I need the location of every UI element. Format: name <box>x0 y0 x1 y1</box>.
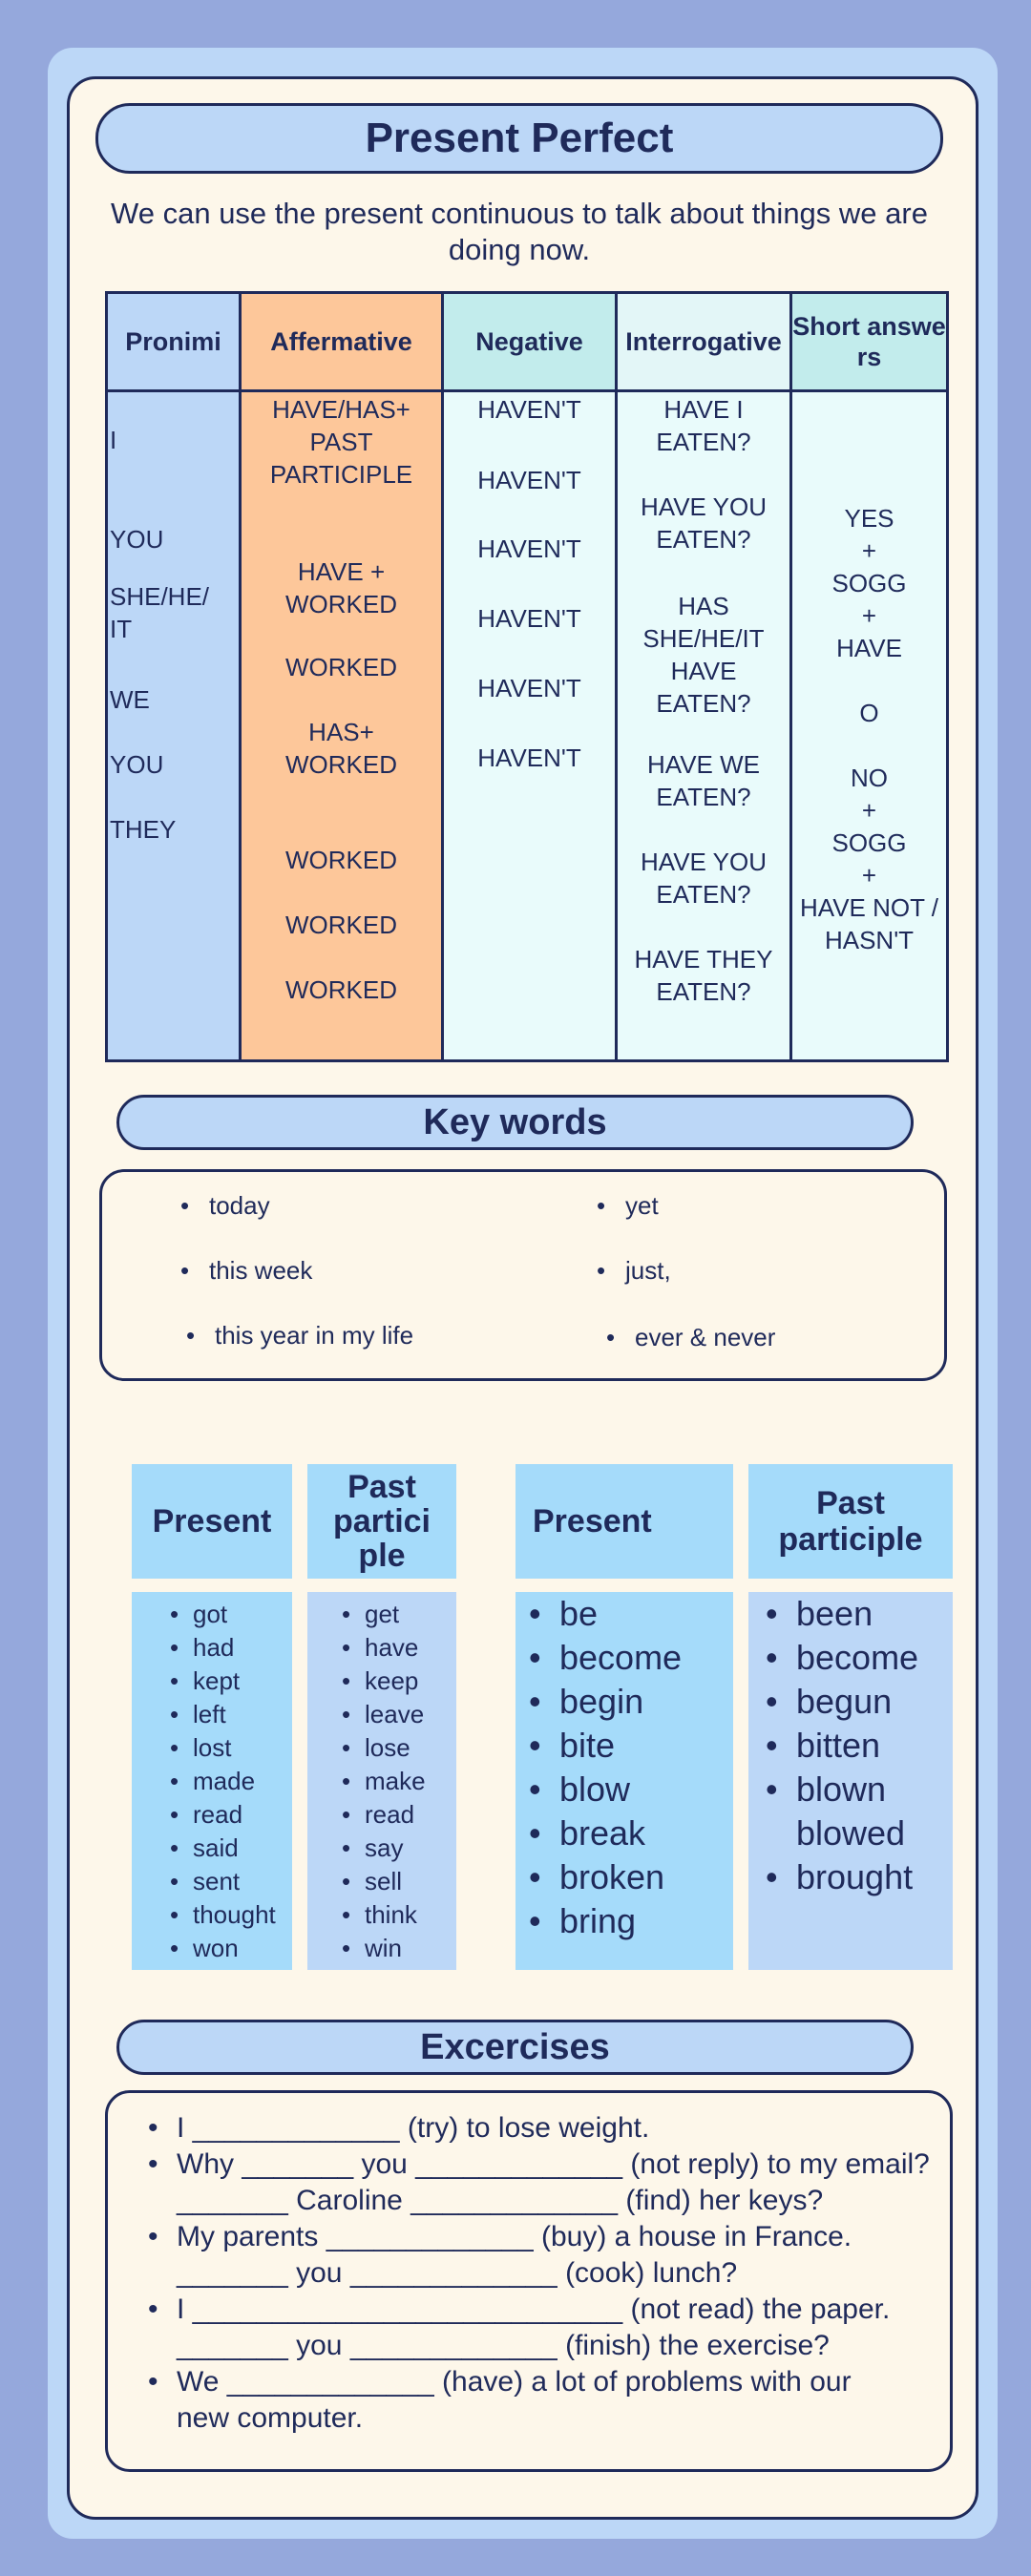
affirmative-cell: HAS+ WORKED <box>285 718 397 779</box>
short-answer-cell: YES <box>844 504 894 533</box>
short-answer-cell: HAVE NOT / <box>800 893 938 922</box>
verbs-large-past-list-box <box>748 1592 953 1970</box>
exercises-box <box>105 2090 953 2472</box>
verb-present-item: • broken <box>559 1855 682 1899</box>
verb-past-item: • make <box>365 1765 426 1798</box>
verb-past-item: • think <box>365 1898 426 1932</box>
pronoun-cell: SHE/HE/ IT <box>110 582 210 643</box>
verbs-large-past-list <box>796 1592 918 1899</box>
column-negative <box>444 294 618 1059</box>
key-words-box <box>99 1169 947 1381</box>
column-pronouns <box>108 294 242 1059</box>
verb-present-item: • read <box>193 1798 276 1832</box>
key-word-item: • this week <box>209 1256 312 1286</box>
column-affirmative <box>242 294 444 1059</box>
affirmative-cell: WORKED <box>285 911 397 939</box>
verbs-present-header: Present <box>132 1464 292 1579</box>
verbs-past-list <box>365 1598 426 1965</box>
verb-past-item: • keep <box>365 1665 426 1698</box>
pronoun-cell: I <box>110 426 117 454</box>
verbs-large-past-header: Past participle <box>748 1464 953 1579</box>
interrogative-cell: HAVE YOU EATEN? <box>641 848 767 909</box>
short-answer-cell: HASN'T <box>824 926 915 954</box>
verb-past-item: • brought <box>796 1855 918 1899</box>
verb-present-item: • said <box>193 1832 276 1865</box>
short-answer-cell: + <box>861 601 877 630</box>
verb-past-item: • leave <box>365 1698 426 1731</box>
interrogative-cell: HAS SHE/HE/IT HAVE EATEN? <box>642 592 765 718</box>
verbs-past-header: Past partici ple <box>307 1464 456 1579</box>
key-words-title: Key words <box>116 1095 914 1150</box>
interrogative-cell: HAVE I EATEN? <box>656 395 751 456</box>
verbs-present-list-box <box>132 1592 292 1970</box>
page-title: Present Perfect <box>95 103 943 174</box>
pronoun-cell: YOU <box>110 525 164 554</box>
verb-past-item: • begun <box>796 1680 918 1724</box>
verb-present-item: • sent <box>193 1865 276 1898</box>
exercise-line: • My parents _____________ (buy) a house in France. <box>177 2219 852 2255</box>
negative-cell: HAVEN'T <box>477 466 581 494</box>
verb-present-item: • lost <box>193 1731 276 1765</box>
verb-present-item: • break <box>559 1812 682 1855</box>
short-answer-cell: SOGG <box>831 828 907 857</box>
exercise-line: • Why _______ you _____________ (not reply) to my email? <box>177 2147 930 2183</box>
exercise-line: _______ Caroline _____________ (find) her keys? <box>177 2185 824 2216</box>
key-word-item: • today <box>209 1191 270 1221</box>
interrogative-cell: HAVE THEY EATEN? <box>634 945 773 1006</box>
verb-present-item: • bite <box>559 1724 682 1768</box>
exercise-line: • I ___________________________ (not read) the paper. <box>177 2292 890 2328</box>
verb-past-item: • blown blowed <box>796 1768 918 1855</box>
verb-present-item: • had <box>193 1631 276 1665</box>
verbs-present-list <box>193 1598 276 1965</box>
affirmative-cell: WORKED <box>285 653 397 681</box>
verb-present-item: • become <box>559 1636 682 1680</box>
short-answer-cell: + <box>861 536 877 565</box>
verb-past-item: • read <box>365 1798 426 1832</box>
column-short-answers <box>792 294 946 1059</box>
verbs-large-present-list <box>559 1592 682 1943</box>
verb-present-item: • blow <box>559 1768 682 1812</box>
short-answer-cell: + <box>861 796 877 825</box>
verbs-large-present-header: Present <box>516 1464 733 1579</box>
verb-past-item: • sell <box>365 1865 426 1898</box>
header-short-answers: Short answers <box>792 294 946 392</box>
header-negative: Negative <box>444 294 615 392</box>
short-answer-cell: SOGG <box>831 569 907 597</box>
short-answer-cell: HAVE <box>836 634 902 662</box>
verb-past-item: • become <box>796 1636 918 1680</box>
header-interrogative: Interrogative <box>618 294 789 392</box>
key-word-item: • ever & never <box>635 1323 775 1352</box>
negative-cell: HAVEN'T <box>477 743 581 772</box>
verb-past-item: • get <box>365 1598 426 1631</box>
verb-present-item: • bring <box>559 1899 682 1943</box>
verb-present-item: • kept <box>193 1665 276 1698</box>
negative-cell: HAVEN'T <box>477 604 581 633</box>
page-subtitle: We can use the present continuous to talk about things we are doing now. <box>111 197 928 266</box>
verbs-past-list-box <box>307 1592 456 1970</box>
verb-present-item: • thought <box>193 1898 276 1932</box>
exercise-line: • I _____________ (try) to lose weight. <box>177 2110 649 2147</box>
exercises-title: Excercises <box>116 2020 914 2075</box>
verb-past-item: • lose <box>365 1731 426 1765</box>
column-interrogative <box>618 294 792 1059</box>
verb-past-item: • been <box>796 1592 918 1636</box>
verb-past-item: • bitten <box>796 1724 918 1768</box>
verb-present-item: • made <box>193 1765 276 1798</box>
verb-past-item: • win <box>365 1932 426 1965</box>
affirmative-cell: HAVE + WORKED <box>285 557 397 618</box>
verb-present-item: • begin <box>559 1680 682 1724</box>
verb-present-item: • left <box>193 1698 276 1731</box>
header-pronouns: Pronimi <box>108 294 239 392</box>
interrogative-cell: HAVE WE EATEN? <box>647 750 760 811</box>
exercise-line: new computer. <box>177 2402 364 2434</box>
interrogative-cell: HAVE YOU EATEN? <box>641 492 767 554</box>
pronoun-cell: THEY <box>110 815 177 844</box>
header-affirmative: Affermative <box>242 294 441 392</box>
verb-present-item: • got <box>193 1598 276 1631</box>
key-word-item: • this year in my life <box>215 1321 413 1351</box>
grammar-table <box>105 291 949 1062</box>
pronoun-cell: YOU <box>110 750 164 779</box>
affirmative-cell: HAVE/HAS+ PAST PARTICIPLE <box>269 395 413 489</box>
negative-cell: HAVEN'T <box>477 534 581 563</box>
key-word-item: • yet <box>625 1191 659 1221</box>
exercise-line: _______ you _____________ (finish) the exercise? <box>177 2330 830 2361</box>
negative-cell: HAVEN'T <box>477 674 581 702</box>
exercise-line: • We _____________ (have) a lot of problems with our <box>177 2364 852 2400</box>
verb-present-item: • be <box>559 1592 682 1636</box>
key-word-item: • just, <box>625 1256 671 1286</box>
affirmative-cell: WORKED <box>285 975 397 1004</box>
exercise-line: _______ you _____________ (cook) lunch? <box>177 2257 738 2289</box>
short-answer-cell: + <box>861 861 877 890</box>
negative-cell: HAVEN'T <box>477 395 581 424</box>
verb-past-item: • have <box>365 1631 426 1665</box>
verbs-large-present-list-box <box>516 1592 733 1970</box>
verb-past-item: • say <box>365 1832 426 1865</box>
verb-present-item: • won <box>193 1932 276 1965</box>
affirmative-cell: WORKED <box>285 846 397 874</box>
pronoun-cell: WE <box>110 685 150 714</box>
short-answer-cell: O <box>859 699 879 727</box>
short-answer-cell: NO <box>851 764 888 792</box>
